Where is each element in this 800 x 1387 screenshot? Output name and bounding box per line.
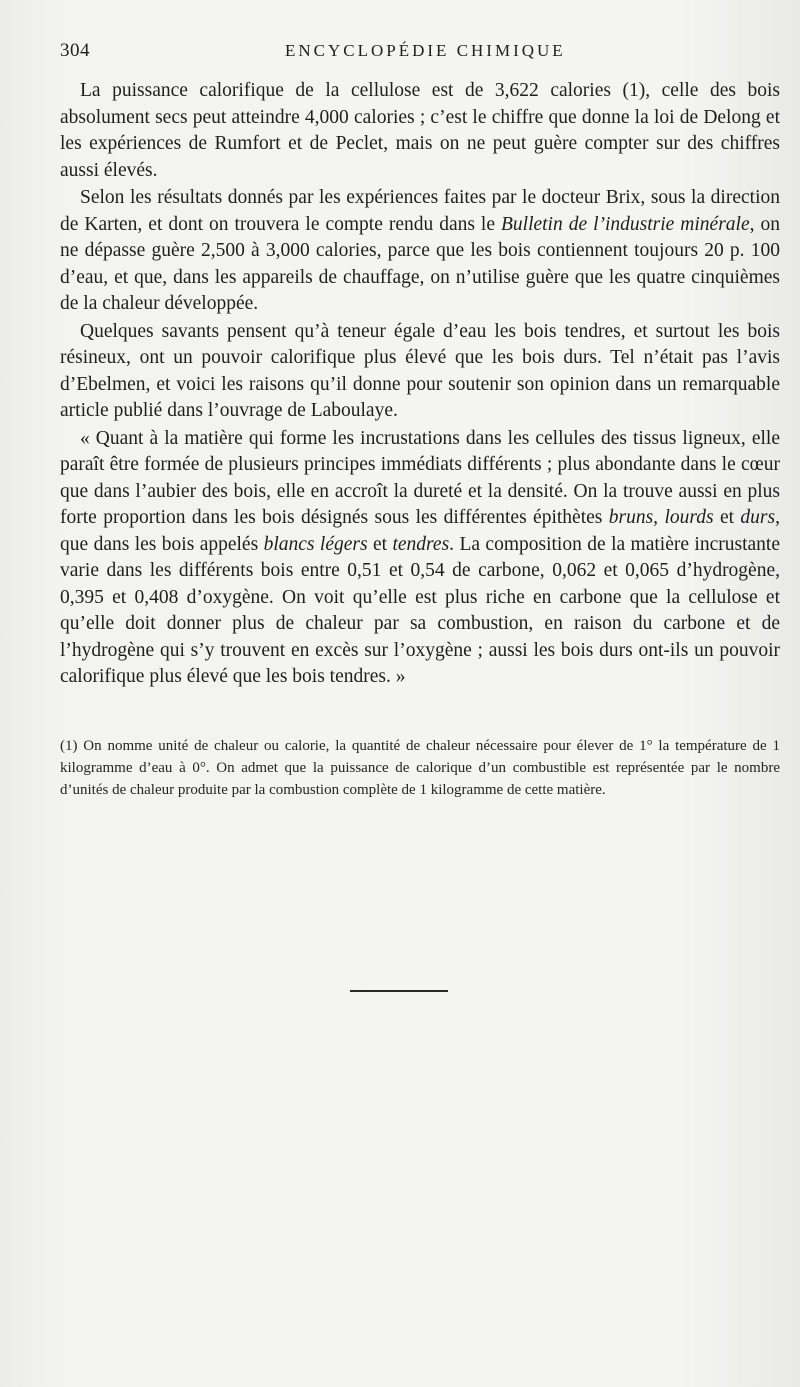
- paragraph-text: Selon les résultats donnés par les expériences faites par le docteur Brix, sous la direction de Karten, et dont on trouvera le compte rendu dans le: [60, 187, 780, 235]
- footnote-1: (1) On nomme unité de chaleur ou calorie, la quantité de chaleur nécessaire pour élever de 1° la température de 1 kilogramme d’eau à 0°. On admet que la puissance de calorique d’un combustible est représentée par le nombre d’unités de chaleur produite par la combustion complète de 1 kilogramme de cette matière.: [60, 738, 780, 798]
- paragraph-text: « Quant à la matière qui forme les incrustations dans les cellules des tissus ligneux, elle paraît être formée de plusieurs principes immédiats différents ; plus abondante dans le cœur que dans l’aubier des bois, elle en accroît la dureté et la densité. On la trouve aussi en plus forte proportion dans les bois désignés sous les différentes épithètes: [60, 427, 780, 528]
- paragraph-text: Quelques savants pensent qu’à teneur égale d’eau les bois tendres, et surtout les bois résineux, ont un pouvoir calorifique plus élevé que les bois durs. Tel n’était pas l’avis d’Ebelmen, et voici les raisons qu’il donne pour soutenir son opinion dans un remarquable article publié dans l’ouvrage de Laboulaye.: [60, 320, 780, 421]
- page-number: 304: [60, 40, 90, 61]
- paragraph-cellulose-calories: [60, 78, 780, 184]
- italic-term: bruns, lourds: [608, 507, 714, 528]
- paragraph-text: . La composition de la matière incrustante varie dans les différents bois entre 0,51 et 0,54 de carbone, 0,062 et 0,065 d’hydrogène, 0,395 et 0,408 d’oxygène. On voit qu’elle est plus riche en carbone que la cellulose et qu’elle doit donner plus de chaleur par sa combustion, en raison du carbone et de l’hydrogène qui s’y trouvent en excès sur l’oxygène ; aussi les bois durs ont-ils un pouvoir calorifique plus élevé que les bois tendres. »: [60, 533, 780, 687]
- paragraph-ebelmen-quote: [60, 426, 780, 691]
- body-text: [60, 78, 780, 691]
- bulletin-title: Bulletin de l’industrie minérale: [500, 213, 750, 235]
- paragraph-text: , que dans les bois appelés: [60, 507, 780, 555]
- paragraph-text: et: [713, 507, 741, 528]
- italic-term: tendres: [392, 533, 450, 555]
- footnotes: [60, 735, 780, 801]
- paragraph-text: La puissance calorifique de la cellulose est de 3,622 calories (1), celle des bois absolument secs peut atteindre 4,000 calories ; c’est le chiffre que donne la loi de Delong et les expériences de Rumfort et de Peclet, mais on ne peut guère compter sur des chiffres aussi élevés.: [60, 80, 780, 181]
- italic-term: durs: [740, 507, 776, 528]
- paragraph-text: , on ne dépasse guère 2,500 à 3,000 calories, parce que les bois contiennent toujours 20 p. 100 d’eau, et que, dans les appareils de chauffage, on n’utilise guère que les quatre cinquièmes de la chaleur développée.: [60, 213, 780, 314]
- paragraph-text: et: [367, 533, 393, 555]
- paragraph-savants-opinion: [60, 319, 780, 425]
- italic-term: blancs légers: [263, 533, 368, 555]
- page-header: [60, 40, 780, 70]
- paragraph-brix-results: [60, 185, 780, 318]
- end-rule: [350, 990, 448, 992]
- running-title: ENCYCLOPÉDIE CHIMIQUE: [285, 41, 566, 60]
